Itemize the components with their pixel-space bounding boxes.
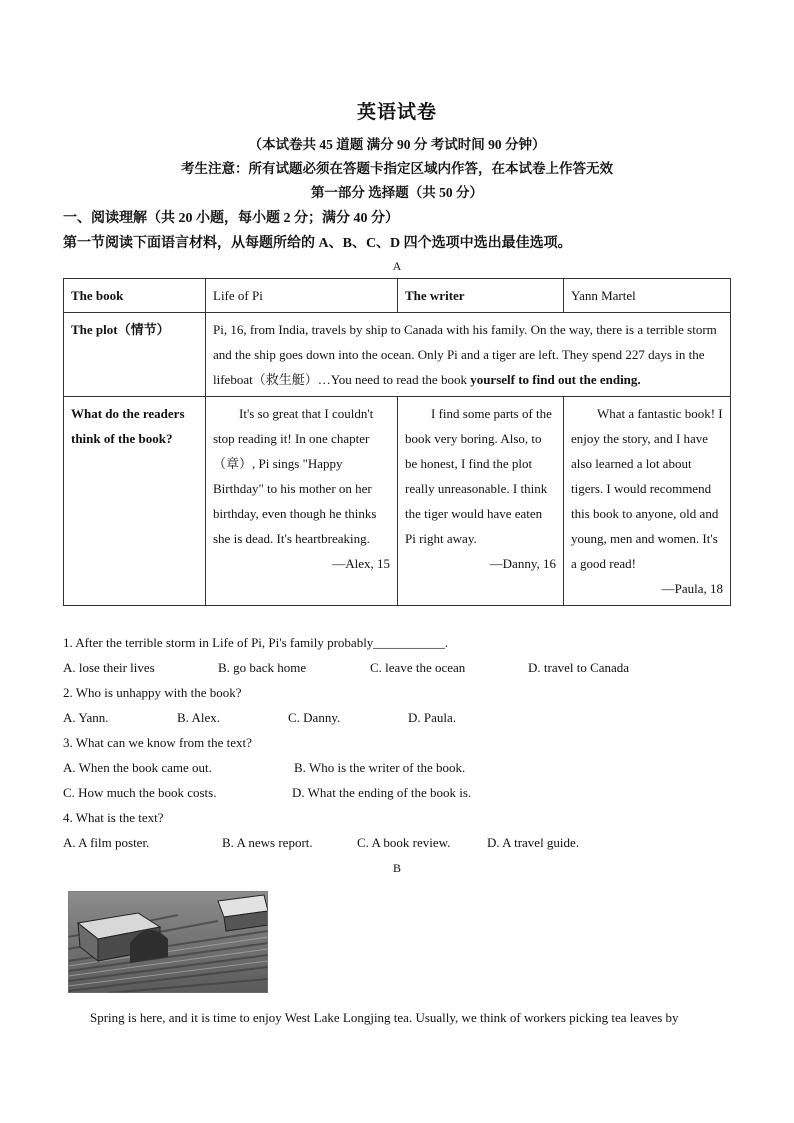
plot-bold-text: yourself to find out the ending. bbox=[470, 372, 641, 387]
tea-field-illustration bbox=[68, 891, 268, 993]
review-text: It's so great that I couldn't stop reading it! In one chapter（章）, Pi sings "Happy Birthday" to his mother on her birthday, even though he thinks she is dead. It's heartbreaking. bbox=[213, 406, 377, 546]
book-info-table bbox=[63, 278, 731, 606]
question-4-stem: 4. What is the text? bbox=[63, 810, 164, 825]
question-2-stem: 2. Who is unhappy with the book? bbox=[63, 685, 242, 700]
table-row bbox=[64, 313, 731, 397]
review-signature: —Danny, 16 bbox=[489, 556, 556, 571]
readers-label: What do the readers think of the book? bbox=[64, 397, 206, 606]
question-1-option-c[interactable]: C. leave the ocean bbox=[370, 660, 466, 675]
section-instruction: 第一节阅读下面语言材料，从每题所给的 A、B、C、D 四个选项中选出最佳选项。 bbox=[63, 236, 572, 251]
review-cell-alex bbox=[206, 397, 398, 606]
book-value: Life of Pi bbox=[206, 279, 398, 313]
plot-label: The plot（情节） bbox=[64, 313, 206, 397]
review-cell-paula bbox=[564, 397, 731, 606]
question-3-option-c[interactable]: C. How much the book costs. bbox=[63, 785, 217, 800]
question-4-option-a[interactable]: A. A film poster. bbox=[63, 835, 150, 850]
question-4-option-b[interactable]: B. A news report. bbox=[222, 835, 313, 850]
question-2-option-c[interactable]: C. Danny. bbox=[288, 710, 341, 725]
question-3-option-d[interactable]: D. What the ending of the book is. bbox=[292, 785, 472, 800]
table-row bbox=[64, 397, 731, 606]
writer-value: Yann Martel bbox=[564, 279, 731, 313]
exam-title: 英语试卷 bbox=[356, 102, 437, 123]
review-cell-danny bbox=[398, 397, 564, 606]
question-3-option-b[interactable]: B. Who is the writer of the book. bbox=[294, 760, 466, 775]
review-signature: —Alex, 15 bbox=[332, 556, 390, 571]
question-4-option-d[interactable]: D. A travel guide. bbox=[487, 835, 580, 850]
passage-b-label: B bbox=[392, 861, 401, 875]
passage-b-first-line: Spring is here, and it is time to enjoy West Lake Longjing tea. Usually, we think of workers picking tea leaves by bbox=[90, 1010, 679, 1025]
question-1-option-b[interactable]: B. go back home bbox=[218, 660, 307, 675]
exam-notice: 考生注意：所有试题必须在答题卡指定区域内作答，在本试卷上作答无效 bbox=[181, 161, 613, 176]
question-3-stem: 3. What can we know from the text? bbox=[63, 735, 252, 750]
exam-subtitle: （本试卷共 45 道题 满分 90 分 考试时间 90 分钟） bbox=[248, 137, 546, 152]
plot-cell bbox=[206, 313, 731, 397]
writer-label: The writer bbox=[398, 279, 564, 313]
book-label: The book bbox=[64, 279, 206, 313]
question-2-option-b[interactable]: B. Alex. bbox=[177, 710, 220, 725]
plot-text: Pi, 16, from India, travels by ship to Canada with his family. On the way, there is a terrible storm and the ship goes down into the ocean. Only Pi and a tiger are left. They spend 227 days in the lifeboat（救生艇）…You need to read the book bbox=[213, 322, 717, 387]
passage-a-label: A bbox=[392, 259, 402, 273]
question-1-option-a[interactable]: A. lose their lives bbox=[63, 660, 155, 675]
table-row bbox=[64, 279, 731, 313]
part-heading: 第一部分 选择题（共 50 分） bbox=[310, 185, 484, 200]
review-text: What a fantastic book! I enjoy the story, and I have also learned a lot about tigers. I would recommend this book to anyone, old and young, men and women. It's a good read! bbox=[571, 406, 723, 571]
section-heading: 一、阅读理解（共 20 小题，每小题 2 分；满分 40 分） bbox=[63, 211, 399, 226]
review-signature: —Paula, 18 bbox=[661, 581, 723, 596]
question-3-option-a[interactable]: A. When the book came out. bbox=[63, 760, 212, 775]
question-1-option-d[interactable]: D. travel to Canada bbox=[528, 660, 630, 675]
tea-field-photo bbox=[68, 891, 268, 993]
question-2-option-d[interactable]: D. Paula. bbox=[408, 710, 457, 725]
review-text: I find some parts of the book very boring. Also, to be honest, I find the plot really unreasonable. I think the tiger would have eaten Pi right away. bbox=[405, 406, 552, 546]
question-1-stem: 1. After the terrible storm in Life of Pi, Pi's family probably___________. bbox=[63, 635, 449, 650]
question-4-option-c[interactable]: C. A book review. bbox=[357, 835, 451, 850]
question-2-option-a[interactable]: A. Yann. bbox=[63, 710, 109, 725]
